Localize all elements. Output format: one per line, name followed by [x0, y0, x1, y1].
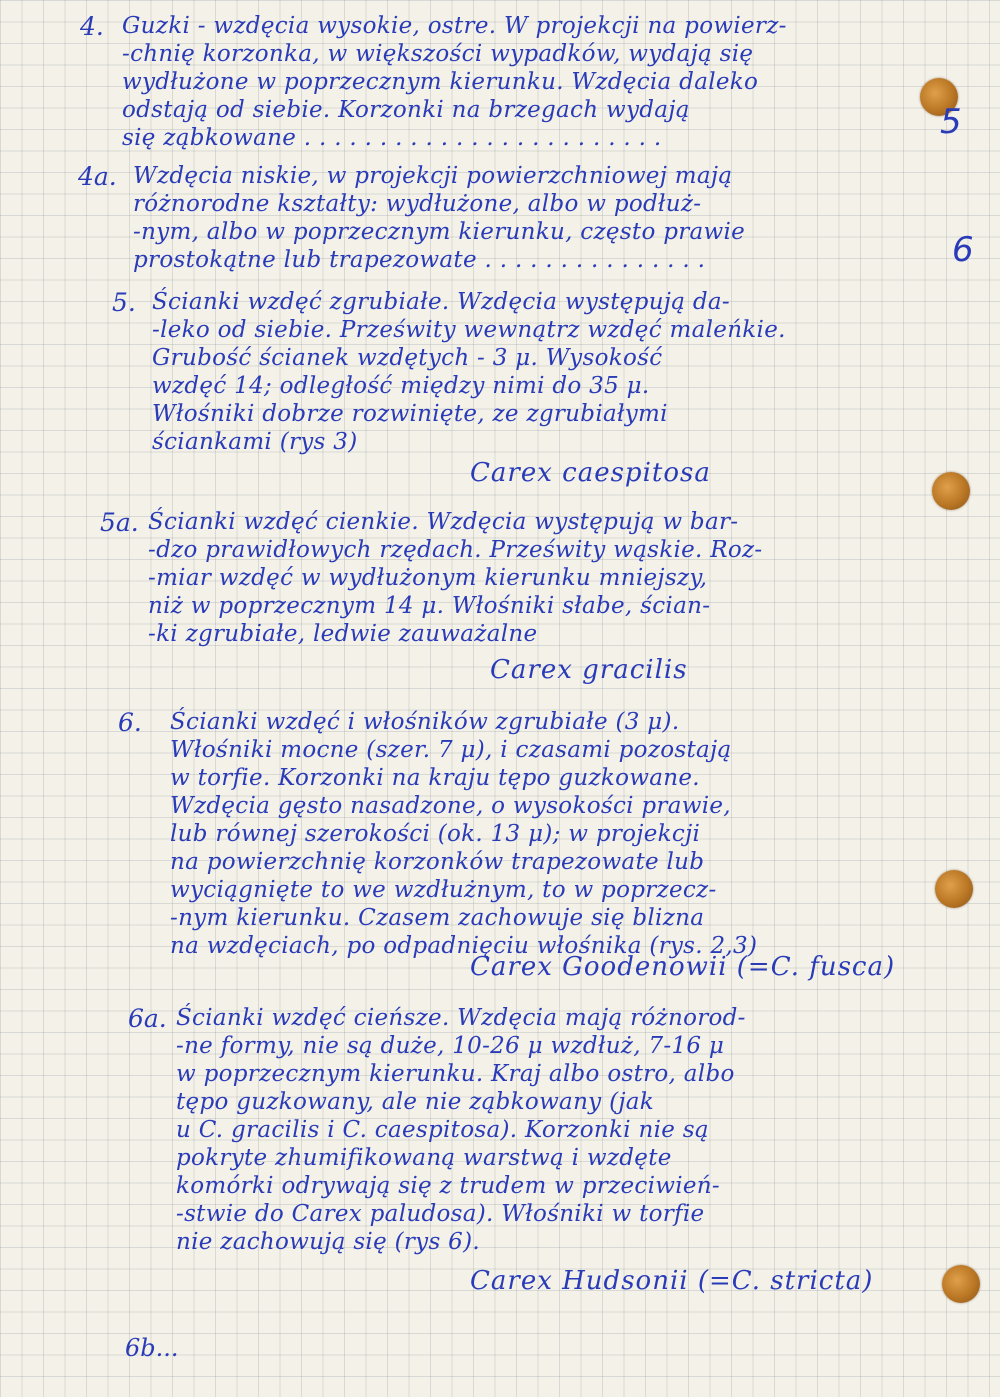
trailing-continuation: 6b...: [125, 1334, 179, 1362]
species-name: Carex Hudsonii (=C. stricta): [470, 1266, 874, 1296]
entry-number: 5.: [112, 288, 136, 317]
entry-line: Ścianki wzdęć cieńsze. Wzdęcia mają różnorod-: [176, 1005, 746, 1031]
entry-line: Wzdęcia niskie, w projekcji powierzchniowej mają: [133, 163, 733, 189]
species-name: Carex gracilis: [490, 655, 688, 685]
entry-number: 6a.: [128, 1004, 167, 1033]
binder-hole-2: [932, 472, 970, 510]
entry-line: -stwie do Carex paludosa). Włośniki w torfie: [176, 1201, 705, 1227]
entry-line: się ząbkowane . . . . . . . . . . . . . . . . . . . . . . . .: [122, 125, 662, 151]
entry-line: na powierzchnię korzonków trapezowate lub: [170, 849, 705, 875]
entry-number: 5a.: [100, 508, 139, 537]
binder-hole-4: [942, 1265, 980, 1303]
entry-line: na wzdęciach, po odpadnięciu włośnika (rys. 2,3): [170, 933, 758, 959]
entry-line: nie zachowują się (rys 6).: [176, 1229, 480, 1255]
entry-line: Ścianki wzdęć zgrubiałe. Wzdęcia występują da-: [152, 289, 730, 315]
entry-line: Włośniki mocne (szer. 7 μ), i czasami pozostają: [170, 737, 732, 763]
entry-line: w poprzecznym kierunku. Kraj albo ostro, albo: [176, 1061, 735, 1087]
entry-line: wyciągnięte to we wzdłużnym, to w poprzecz-: [170, 877, 717, 903]
entry-line: -ne formy, nie są duże, 10-26 μ wzdłuż, 7-16 μ: [176, 1033, 725, 1059]
entry-line: ściankami (rys 3): [152, 429, 358, 455]
entry-line: wydłużone w poprzecznym kierunku. Wzdęcia daleko: [122, 69, 759, 95]
entry-line: tępo guzkowany, ale nie ząbkowany (jak: [176, 1089, 655, 1115]
entry-line: komórki odrywają się z trudem w przeciwień-: [176, 1173, 720, 1199]
entry-line: -leko od siebie. Prześwity wewnątrz wzdęć maleńkie.: [152, 317, 786, 343]
target-couplet: 6: [952, 230, 974, 270]
entry-line: lub równej szerokości (ok. 13 μ); w projekcji: [170, 821, 701, 847]
entry-line: -miar wzdęć w wydłużonym kierunku mniejszy,: [148, 565, 708, 591]
entry-line: -chnię korzonka, w większości wypadków, wydają się: [122, 41, 754, 67]
entry-line: u C. gracilis i C. caespitosa). Korzonki nie są: [176, 1117, 709, 1143]
entry-number: 6.: [118, 708, 142, 737]
entry-line: wzdęć 14; odległość między nimi do 35 μ.: [152, 373, 650, 399]
species-name: Carex caespitosa: [470, 458, 711, 488]
entry-number: 4.: [80, 12, 104, 41]
binder-hole-3: [935, 870, 973, 908]
entry-line: odstają od siebie. Korzonki na brzegach wydają: [122, 97, 690, 123]
target-couplet: 5: [940, 102, 962, 142]
entry-line: niż w poprzecznym 14 μ. Włośniki słabe, ścian-: [148, 593, 711, 619]
species-name: Carex Goodenowii (=C. fusca): [470, 952, 896, 982]
entry-line: -dzo prawidłowych rzędach. Prześwity wąskie. Roz-: [148, 537, 763, 563]
entry-line: Włośniki dobrze rozwinięte, ze zgrubiałymi: [152, 401, 668, 427]
entry-line: prostokątne lub trapezowate . . . . . . . . . . . . . . .: [133, 247, 706, 273]
entry-number: 4a.: [78, 162, 117, 191]
entry-line: pokryte zhumifikowaną warstwą i wzdęte: [176, 1145, 672, 1171]
entry-line: Guzki - wzdęcia wysokie, ostre. W projekcji na powierz-: [122, 13, 787, 39]
entry-line: różnorodne kształty: wydłużone, albo w podłuż-: [133, 191, 702, 217]
entry-line: Ścianki wzdęć i włośników zgrubiałe (3 μ).: [170, 709, 680, 735]
entry-line: Ścianki wzdęć cienkie. Wzdęcia występują w bar-: [148, 509, 739, 535]
entry-line: -nym, albo w poprzecznym kierunku, często prawie: [133, 219, 746, 245]
entry-line: Wzdęcia gęsto nasadzone, o wysokości prawie,: [170, 793, 731, 819]
entry-line: Grubość ścianek wzdętych - 3 μ. Wysokość: [152, 345, 663, 371]
entry-line: -nym kierunku. Czasem zachowuje się blizna: [170, 905, 705, 931]
entry-line: w torfie. Korzonki na kraju tępo guzkowane.: [170, 765, 700, 791]
entry-line: -ki zgrubiałe, ledwie zauważalne: [148, 621, 538, 647]
